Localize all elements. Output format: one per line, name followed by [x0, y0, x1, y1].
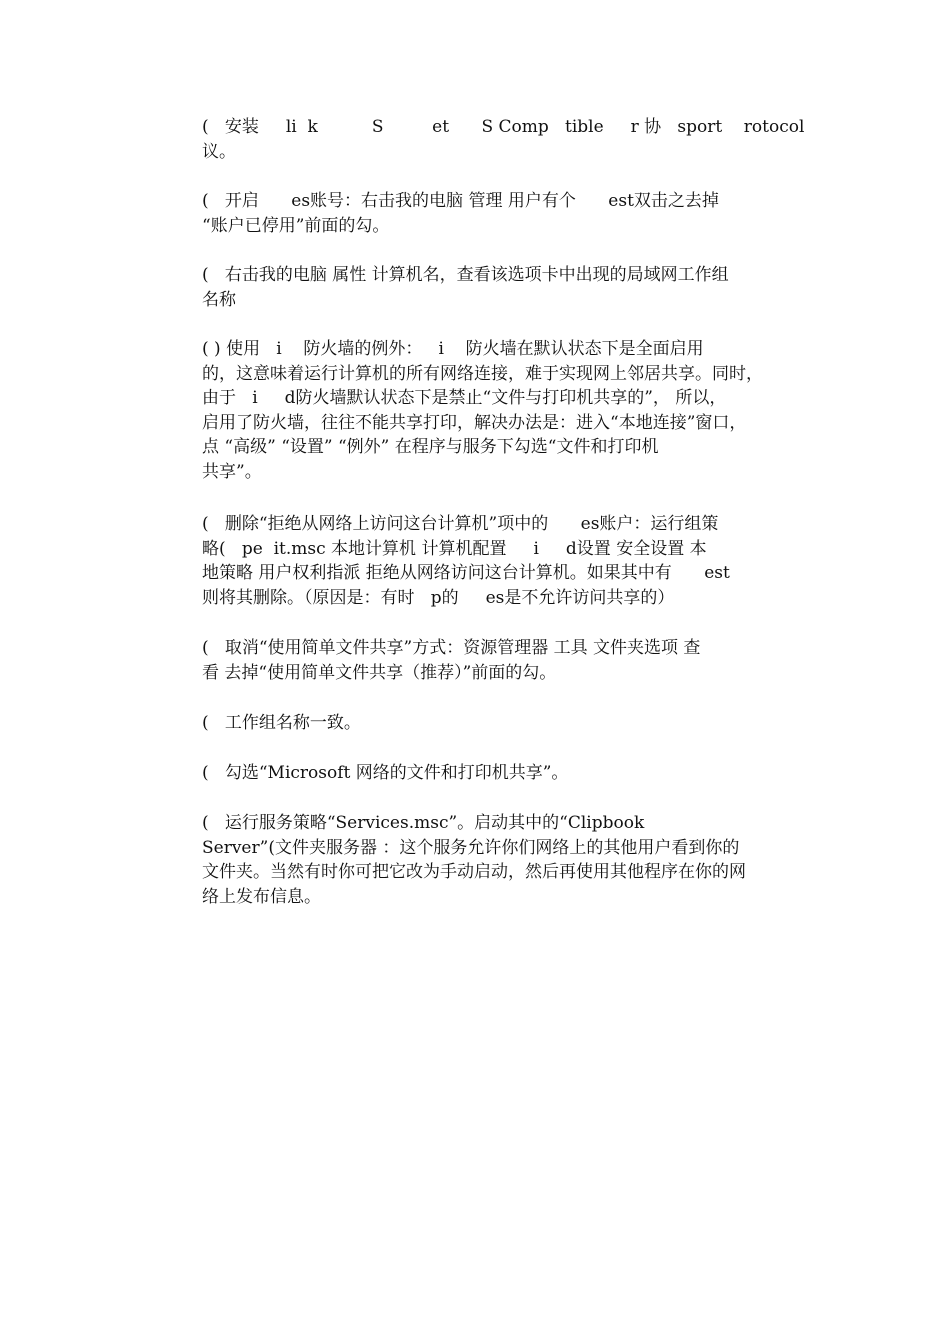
- paragraph-install-protocol: [202, 115, 804, 164]
- text-line: ( ) 使用 i 防火墙的例外： i 防火墙在默认状态下是全面启用: [202, 339, 704, 359]
- text-line: 启用了防火墙，往往不能共享打印，解决办法是：进入“本地连接”窗口，: [202, 412, 747, 433]
- text-line: ( 运行服务策略“Services.msc”。启动其中的“Clipbook: [202, 813, 645, 833]
- paragraph-simple-file-sharing: [202, 636, 700, 685]
- text-line: ( 删除“拒绝从网络上访问这台计算机”项中的 es账户：运行组策: [202, 514, 719, 534]
- text-line: ( 工作组名称一致。: [202, 713, 361, 733]
- text-line: Server”(文件夹服务器 ：这个服务允许你们网络上的其他用户看到你的: [202, 837, 740, 858]
- text-line: 文件夹。当然有时你可把它改为手动启动，然后再使用其他程序在你的网: [202, 862, 746, 882]
- text-line: 点 “高级” “设置” “例外” 在程序与服务下勾选“文件和打印机: [202, 437, 659, 457]
- paragraph-workgroup-consistent: [202, 711, 361, 736]
- text-line: 由于 i d防火墙默认状态下是禁止“文件与打印机共享的”， 所以，: [202, 388, 727, 408]
- text-line: ( 开启 es账号：右击我的电脑 管理 用户有个 est双击之去掉: [202, 191, 719, 211]
- paragraph-deny-network-access: [202, 512, 730, 610]
- text-line: 地策略 用户权利指派 拒绝从网络访问这台计算机。如果其中有 est: [202, 563, 730, 583]
- text-line: 略( pe it.msc 本地计算机 计算机配置 i d设置 安全设置 本: [202, 538, 707, 559]
- text-line: 络上发布信息。: [202, 886, 321, 907]
- text-line: 名称: [202, 289, 236, 310]
- paragraph-services-policy: [202, 811, 746, 909]
- text-line: ( 右击我的电脑 属性 计算机名，查看该选项卡中出现的局域网工作组: [202, 265, 729, 285]
- text-line: ( 取消“使用简单文件共享”方式：资源管理器 工具 文件夹选项 查: [202, 638, 701, 658]
- text-line: “账户已停用”前面的勾。: [202, 215, 390, 236]
- paragraph-workgroup-name: [202, 263, 729, 312]
- text-line: 议。: [202, 141, 236, 162]
- paragraph-firewall-exceptions: [202, 337, 763, 484]
- text-line: 的，这意味着运行计算机的所有网络连接，难于实现网上邻居共享。同时，: [202, 363, 763, 384]
- text-line: ( 安装 li k S et S Comp tible r 协 sport rotocol: [202, 117, 805, 137]
- paragraph-enable-guest: [202, 189, 719, 238]
- text-line: 看 去掉“使用简单文件共享（推荐）”前面的勾。: [202, 662, 557, 683]
- text-line: 则将其删除。（原因是：有时 p的 es是不允许访问共享的）: [202, 587, 675, 608]
- text-line: 共享”。: [202, 461, 262, 482]
- paragraph-file-printer-sharing: [202, 761, 568, 786]
- text-line: ( 勾选“Microsoft 网络的文件和打印机共享”。: [202, 763, 569, 783]
